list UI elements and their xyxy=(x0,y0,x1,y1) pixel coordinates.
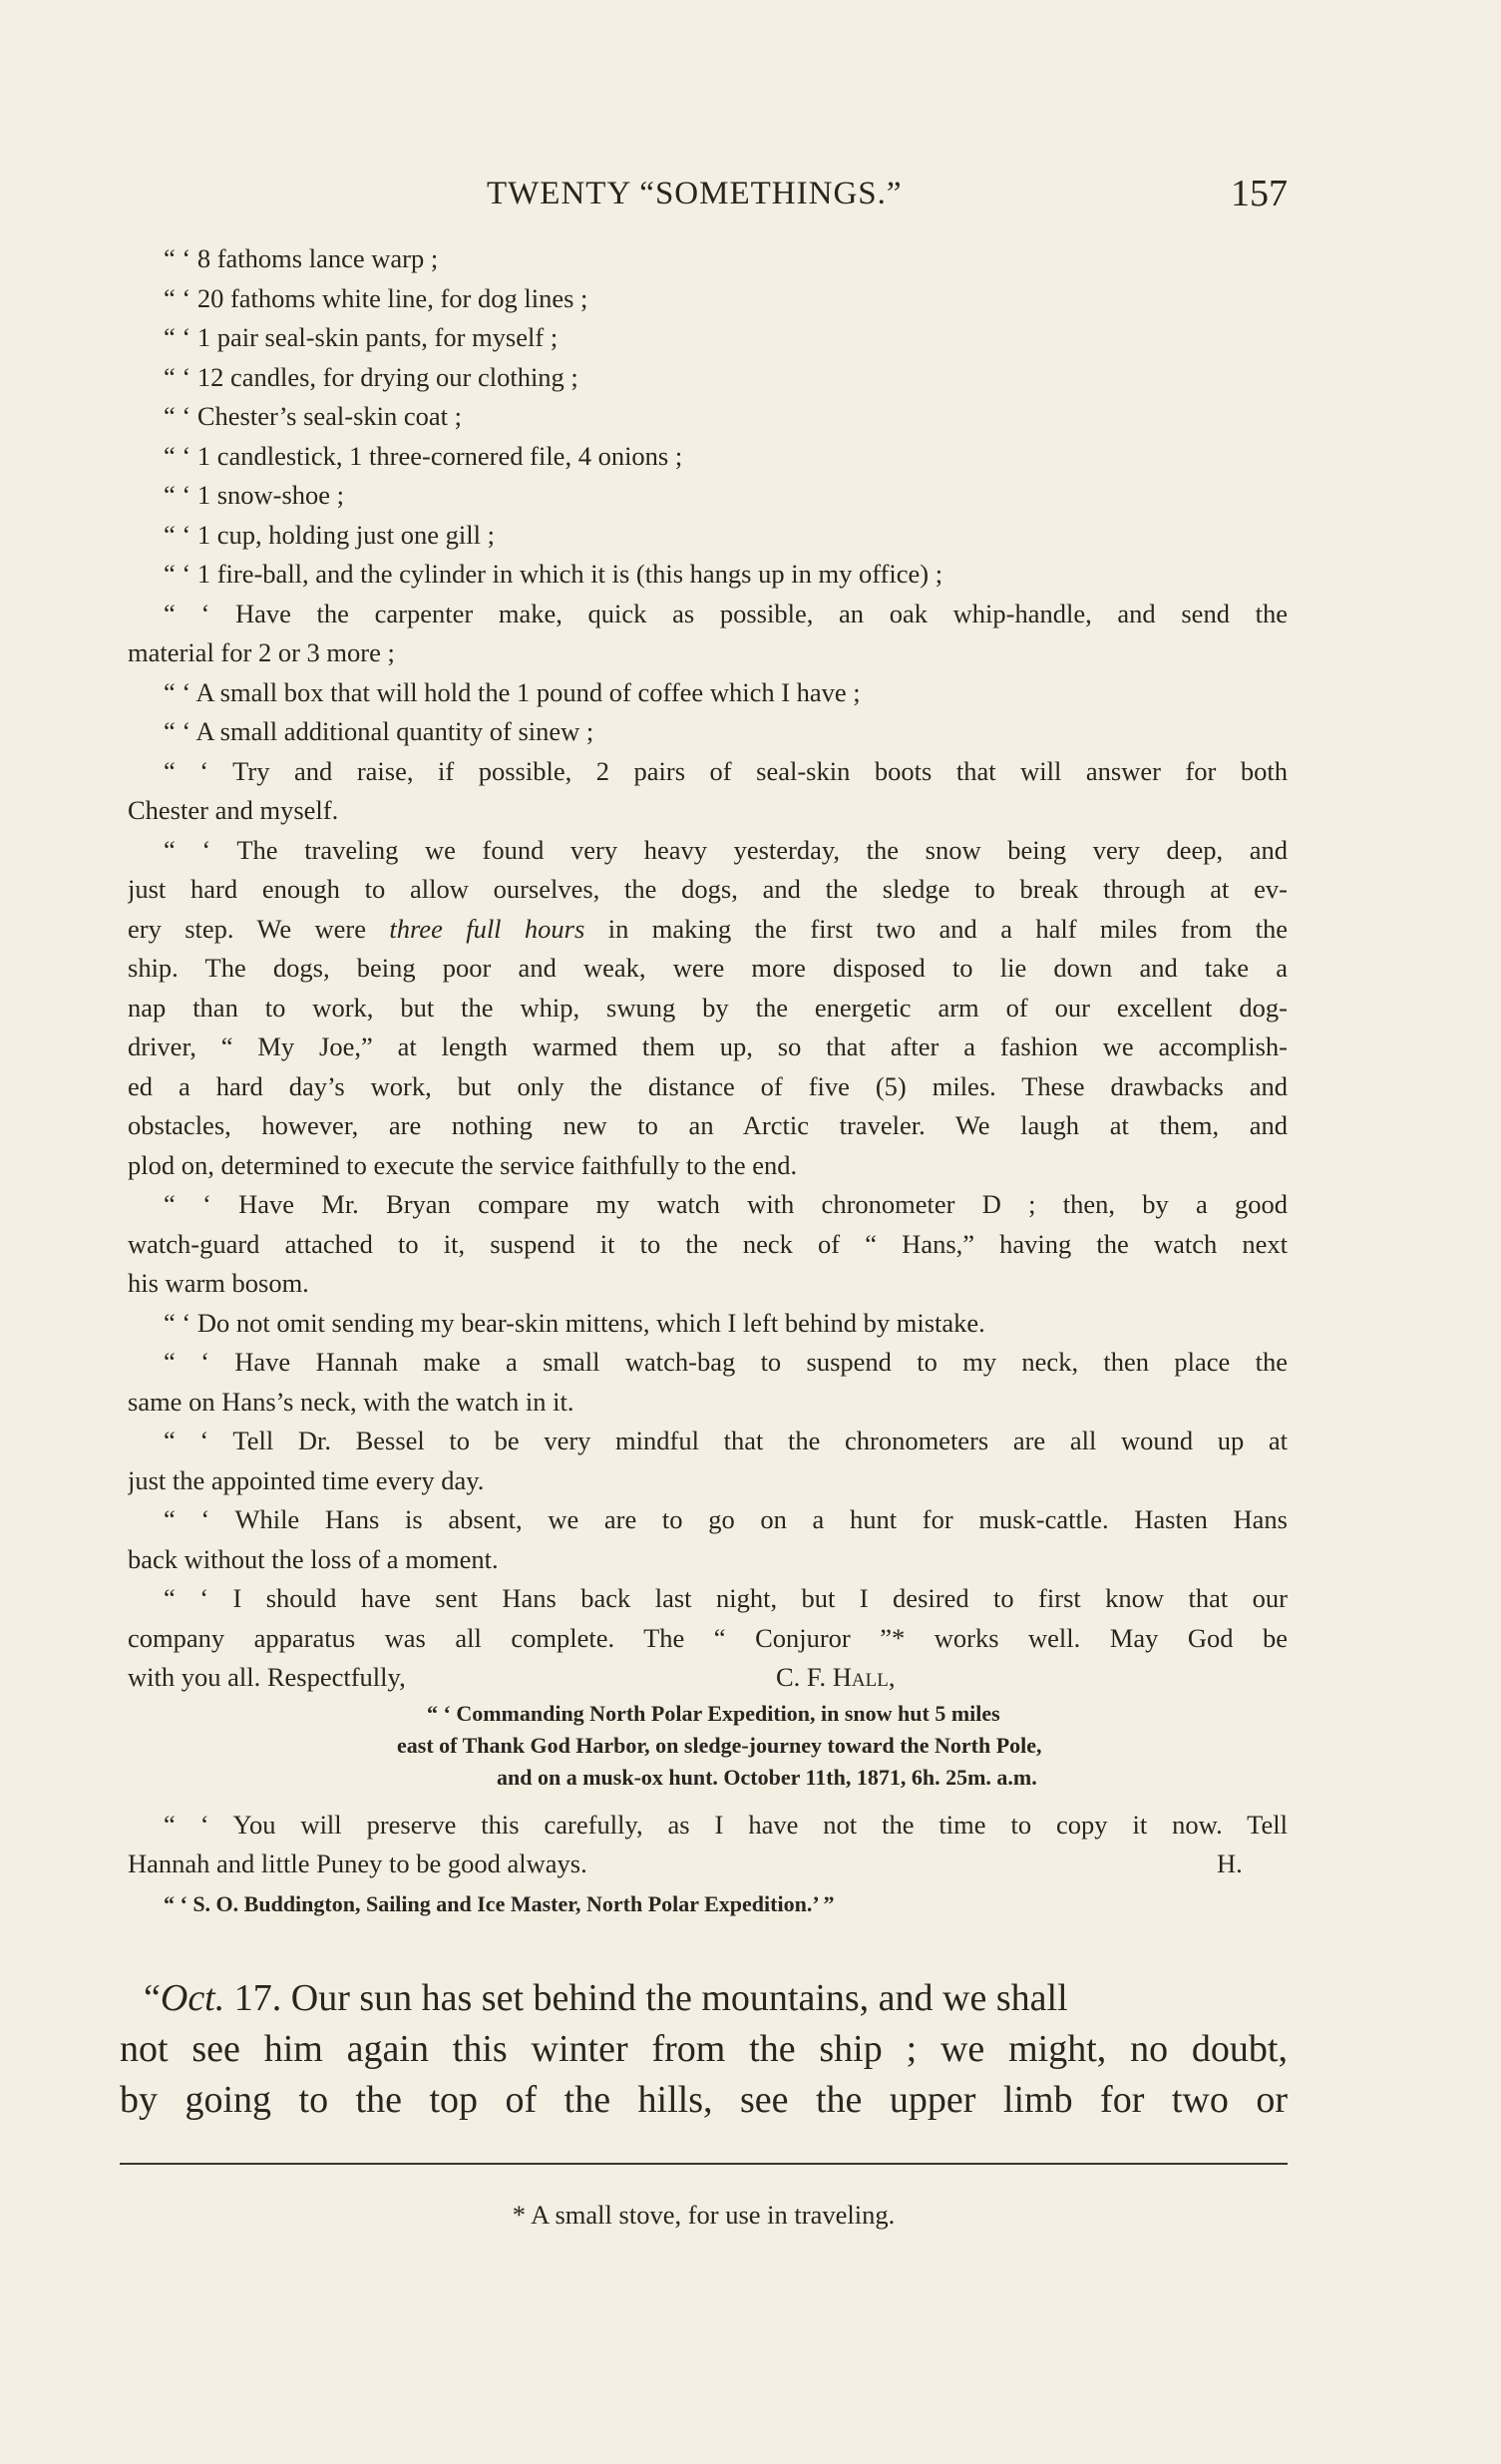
text-line: company apparatus was all complete. The “ Conjuror ”* works well. May God be xyxy=(128,1622,1288,1653)
text-line: material for 2 or 3 more ; xyxy=(128,637,395,667)
text-line: ship. The dogs, being poor and weak, were more disposed to lie down and take a xyxy=(128,953,1288,983)
text-line: watch-guard attached to it, suspend it to the neck of “ Hans,” having the watch next xyxy=(128,1228,1288,1259)
text-line xyxy=(120,1973,1288,2024)
signature-line xyxy=(128,1658,1288,1698)
text-span: 17. Our sun has set behind the mountains, and we shall xyxy=(233,1977,1068,2019)
text-line: obstacles, however, are nothing new to an Arctic traveler. We laugh at them, and xyxy=(128,1110,1288,1140)
open-quote: “ xyxy=(144,1977,161,2019)
emphasis-text: three full hours xyxy=(389,913,585,944)
footnote-divider xyxy=(120,2163,1288,2165)
initial-signature: H. xyxy=(1217,1848,1243,1878)
text-line: “ ‘ 1 snow-shoe ; xyxy=(164,480,345,510)
text-line: ed a hard day’s work, but only the distance of five (5) miles. These drawbacks and xyxy=(128,1070,1288,1101)
text-line: “ ‘ 1 pair seal-skin pants, for myself ; xyxy=(164,322,559,352)
text-line: “ ‘ 1 cup, holding just one gill ; xyxy=(164,519,495,550)
text-line: “ ‘ Have Mr. Bryan compare my watch with chronometer D ; then, by a good xyxy=(164,1189,1288,1219)
text-line: “ ‘ Have Hannah make a small watch-bag to suspend to my neck, then place the xyxy=(164,1347,1288,1377)
text-line: “ ‘ 20 fathoms white line, for dog lines ; xyxy=(164,282,588,313)
text-line: “ ‘ A small additional quantity of sinew ; xyxy=(164,716,594,746)
text-line: “ ‘ While Hans is absent, we are to go on a hunt for musk-cattle. Hasten Hans xyxy=(164,1504,1288,1534)
letter-text xyxy=(128,239,1288,1923)
text-line: “ ‘ 12 candles, for drying our clothing ; xyxy=(164,361,578,392)
closing-text: with you all. Respectfully, xyxy=(128,1662,406,1692)
signature-name: C. F. Hall, xyxy=(776,1662,896,1692)
text-line: “ ‘ 1 fire-ball, and the cylinder in which it is (this hangs up in my office) ; xyxy=(164,559,943,589)
diary-entry xyxy=(120,1973,1288,2126)
page-number: 157 xyxy=(1231,173,1288,214)
text-line: just hard enough to allow ourselves, the dogs, and the sledge to break through at ev- xyxy=(128,874,1288,904)
text-line: same on Hans’s neck, with the watch in it. xyxy=(128,1386,574,1417)
text-line: plod on, determined to execute the service faithfully to the end. xyxy=(128,1149,798,1180)
text-line: not see him again this winter from the ship ; we might, no doubt, xyxy=(120,2028,1288,2070)
text-line: “ ‘ 8 fathoms lance warp ; xyxy=(164,243,439,273)
text-line: “ ‘ Chester’s seal-skin coat ; xyxy=(164,401,463,431)
addressee-line: “ ‘ S. O. Buddington, Sailing and Ice Master, North Polar Expedition.’ ” xyxy=(164,1890,835,1916)
text-line: “ ‘ Tell Dr. Bessel to be very mindful that the chronometers are all wound up at xyxy=(164,1426,1288,1455)
text-line: “ ‘ The traveling we found very heavy yesterday, the snow being very deep, and xyxy=(164,834,1288,865)
text-line: his warm bosom. xyxy=(128,1268,309,1298)
text-line: “ ‘ A small box that will hold the 1 pound of coffee which I have ; xyxy=(164,676,861,707)
signature-detail: and on a musk-ox hunt. October 11th, 1871, 6h. 25m. a.m. xyxy=(497,1764,1037,1790)
text-line: nap than to work, but the whip, swung by the energetic arm of our excellent dog- xyxy=(128,992,1288,1023)
text-line: “ ‘ Do not omit sending my bear-skin mittens, which I left behind by mistake. xyxy=(164,1307,985,1338)
text-line: just the appointed time every day. xyxy=(128,1464,485,1495)
text-span: in making the first two and a half miles from the xyxy=(607,913,1288,944)
text-line: “ ‘ I should have sent Hans back last night, but I desired to first know that our xyxy=(164,1583,1288,1613)
text-line: Chester and myself. xyxy=(128,795,339,825)
text-span: Hannah and little Puney to be good always. xyxy=(128,1848,587,1878)
text-line: “ ‘ Try and raise, if possible, 2 pairs of seal-skin boots that will answer for both xyxy=(164,755,1288,786)
text-line: “ ‘ 1 candlestick, 1 three-cornered file, 4 onions ; xyxy=(164,440,683,471)
page-header xyxy=(128,170,1288,229)
running-title: TWENTY “SOMETHINGS.” xyxy=(487,176,903,211)
text-span: ery step. We were xyxy=(128,913,366,944)
text-line xyxy=(128,910,1288,950)
postscript-line xyxy=(128,1845,1288,1884)
date-label: Oct. xyxy=(160,1977,225,2019)
text-line: back without the loss of a moment. xyxy=(128,1543,499,1574)
signature-detail: “ ‘ Commanding North Polar Expedition, in snow hut 5 miles xyxy=(427,1700,1000,1726)
signature-detail: east of Thank God Harbor, on sledge-journey toward the North Pole, xyxy=(397,1732,1042,1758)
text-line: by going to the top of the hills, see the upper limb for two or xyxy=(120,2079,1288,2121)
text-line: driver, “ My Joe,” at length warmed them up, so that after a fashion we accomplish- xyxy=(128,1031,1288,1061)
text-line: “ ‘ Have the carpenter make, quick as possible, an oak whip-handle, and send the xyxy=(164,598,1288,628)
text-line: “ ‘ You will preserve this carefully, as I have not the time to copy it now. Tell xyxy=(164,1809,1288,1840)
footnote: * A small stove, for use in traveling. xyxy=(512,2200,896,2230)
